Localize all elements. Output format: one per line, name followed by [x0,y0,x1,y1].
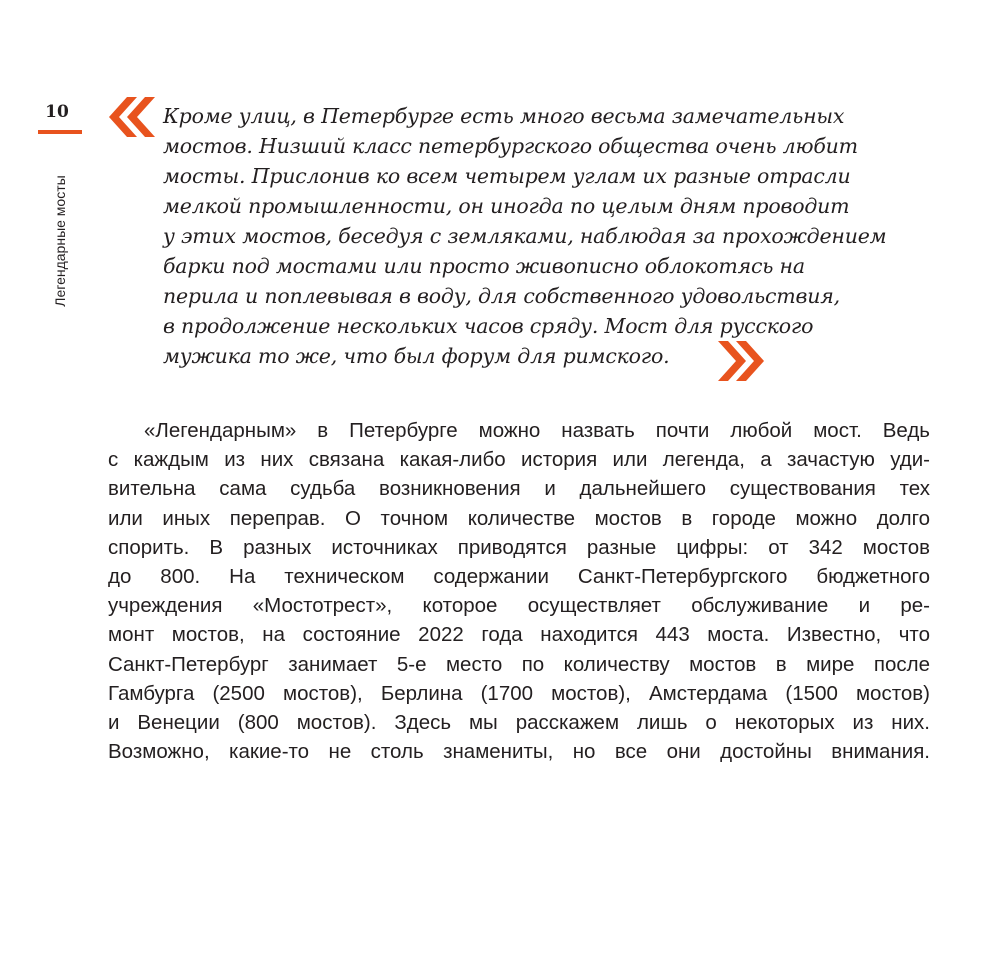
epigraph-line: мосты. Прислонив ко всем четырем углам их разные отрасли [163,164,851,188]
page-number: 10 [45,102,69,122]
epigraph-line: мостов. Низший класс петербургского общества очень любит [163,134,858,158]
double-chevron-left-icon [105,97,157,137]
body-line: Возможно, какие-то не столь знамениты, но все они достойны внимания. [108,740,930,764]
body-line: вительна сама судьба возникновения и дальнейшего существования тех [108,477,930,501]
body-line: Гамбурга (2500 мостов), Берлина (1700 мостов), Амстердама (1500 мостов) [108,681,930,705]
body-line: учреждения «Мостотрест», которое осуществляет обслуживание и ре- [108,594,930,618]
epigraph-quote [163,101,923,371]
body-line: «Легендарным» в Петербурге можно назвать почти любой мост. Ведь [144,419,930,442]
body-line: Санкт-Петербург занимает 5-е место по количеству мостов в мире после [108,652,930,676]
body-line: спорить. В разных источниках приводятся разные цифры: от 342 мостов [108,535,930,559]
body-line: и Венеции (800 мостов). Здесь мы расскажем лишь о некоторых из них. [108,711,930,735]
body-line: до 800. На техническом содержании Санкт-Петербургского бюджетного [108,565,930,589]
epigraph-line: Кроме улиц, в Петербурге есть много весьма замечательных [163,104,845,128]
running-head-text: Легендарные мосты [52,175,68,307]
epigraph-line: у этих мостов, беседуя с земляками, наблюдая за прохождением [163,224,887,248]
running-head [48,146,72,336]
page-number-accent-bar [38,130,82,134]
epigraph-line: перила и поплевывая в воду, для собственного удовольствия, [163,284,840,308]
epigraph-line: мужика то же, что был форум для римского. [163,344,670,368]
epigraph-line: в продолжение нескольких часов сряду. Мост для русского [163,314,814,338]
epigraph-line: барки под мостами или просто живописно облокотясь на [163,254,805,278]
body-line: монт мостов, на состояние 2022 года находится 443 моста. Известно, что [108,623,930,647]
body-line: или иных переправ. О точном количестве мостов в городе можно долго [108,506,930,530]
epigraph-line: мелкой промышленности, он иногда по целым дням проводит [163,194,850,218]
body-line: с каждым из них связана какая-либо история или легенда, а зачастую уди- [108,448,930,472]
body-paragraph [108,416,930,766]
double-chevron-right-icon [716,341,768,381]
